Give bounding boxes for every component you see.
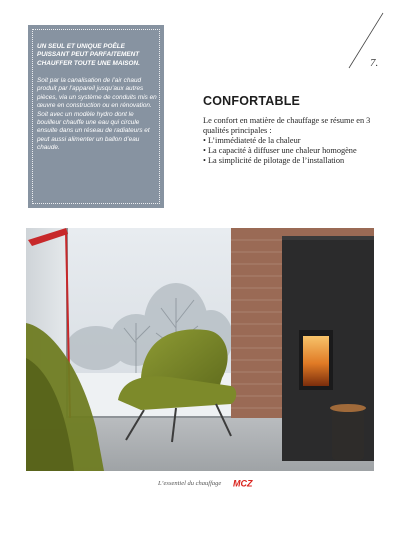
info-box-paragraph: Soit avec un modèle hydro dont le bouilleur chauffe une eau qui circule ensuite dans un réseau de radiateurs et peut aussi alimenter un ballon d’eau chaude. — [37, 110, 150, 152]
decorative-slash — [341, 10, 391, 72]
footer-tagline: L’essentiel du chauffage — [158, 480, 222, 487]
interior-photo — [26, 228, 374, 471]
bullet-item: • La capacité à diffuser une chaleur homogène — [203, 146, 373, 156]
info-box-paragraph: Soit par la canalisation de l’air chaud produit par l’appareil jusqu’aux autres pièces, via un système de conduits mis en œuvre en construction ou en rénovation. — [37, 76, 157, 110]
info-box-title: UN SEUL ET UNIQUE POÊLE PUISSANT PEUT PARFAITEMENT CHAUFFER TOUTE UNE MAISON. — [37, 43, 140, 67]
bullet-item: • L’immédiateté de la chaleur — [203, 136, 373, 146]
stove-scene-illustration — [26, 228, 374, 471]
section-intro: Le confort en matière de chauffage se résume en 3 qualités principales : — [203, 116, 371, 136]
page-number: 7. — [370, 57, 379, 69]
info-box — [28, 25, 164, 208]
bullet-list — [203, 136, 373, 166]
section-body — [203, 116, 373, 166]
section-heading: CONFORTABLE — [203, 94, 301, 108]
mcz-logo — [233, 478, 255, 488]
svg-text:MCZ: MCZ — [233, 478, 253, 488]
bullet-item: • La simplicité de pilotage de l’installation — [203, 156, 373, 166]
